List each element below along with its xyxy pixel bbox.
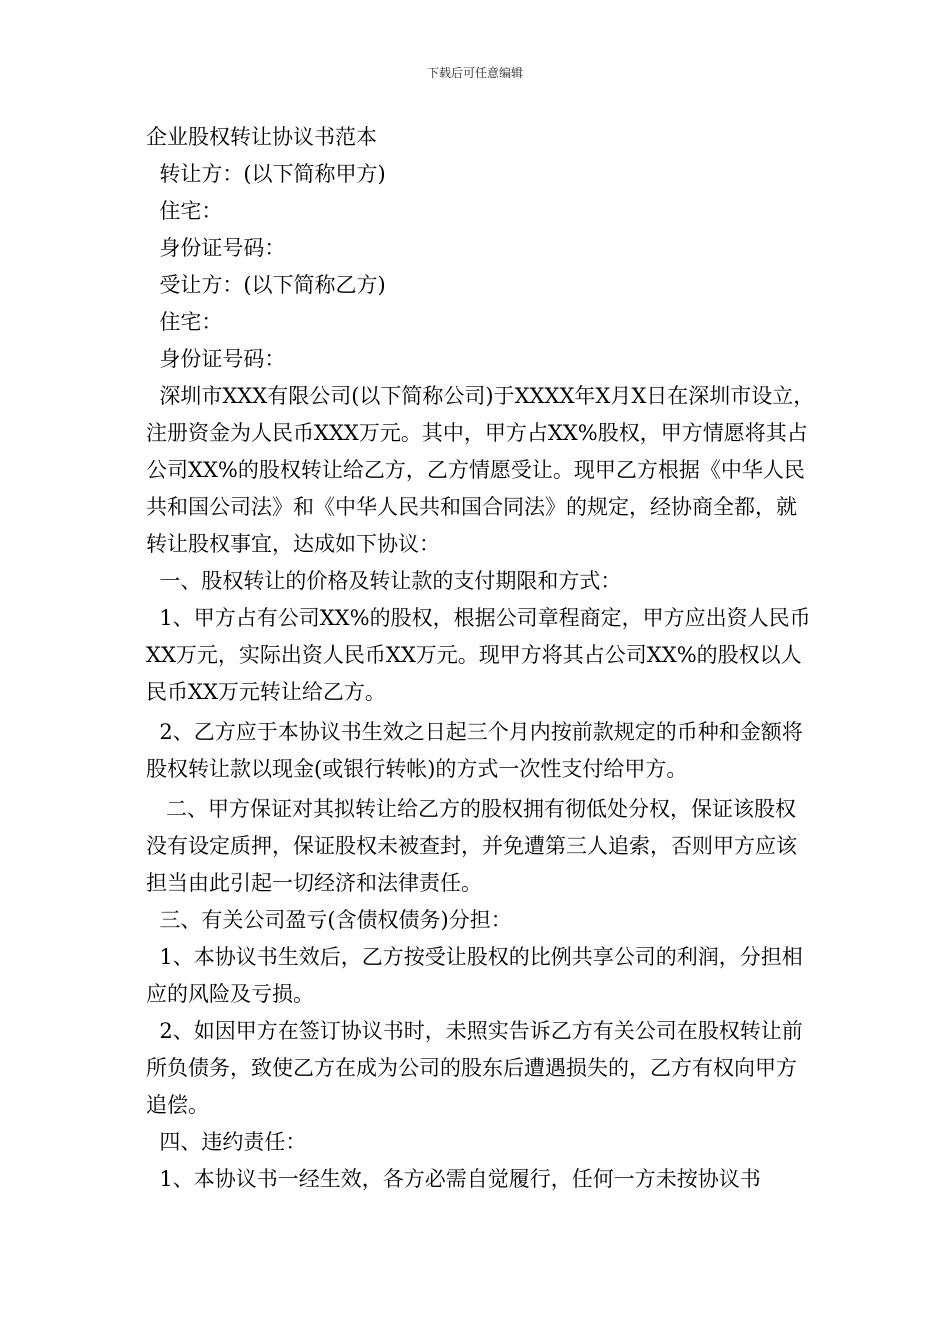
section-1-item-1: 1、甲方占有公司XX%的股权，根据公司章程商定，甲方应出资人民币XX万元，实际出资人民币XX万元。现甲方将其占公司XX%的股权以人民币XX万元转让给乙方。 xyxy=(146,606,811,704)
transferor-line: 转让方：(以下简称甲方) xyxy=(146,162,386,186)
section-4-item-1: 1、本协议书一经生效，各方必需自觉履行，任何一方未按协议书 xyxy=(146,1167,761,1191)
section-heading-4: 四、违约责任： xyxy=(146,1130,307,1154)
transferee-id: 身份证号码： xyxy=(146,347,286,371)
section-1-item-2: 2、乙方应于本协议书生效之日起三个月内按前款规定的币种和金额将股权转让款以现金(或银行转帐)的方式一次性支付给甲方。 xyxy=(146,720,803,781)
section-3-item-1: 1、本协议书生效后，乙方按受让股权的比例共享公司的利润，分担相应的风险及亏损。 xyxy=(146,945,803,1006)
section-heading-2: 二、甲方保证对其拟转让给乙方的股权拥有彻低处分权，保证该股权没有设定质押，保证股权未被查封，并免遭第三人追索，否则甲方应该担当由此引起一切经济和法律责任。 xyxy=(146,797,797,895)
document-title: 企业股权转让协议书范本 xyxy=(146,125,377,149)
page-header-note: 下载后可任意编辑 xyxy=(426,66,523,80)
section-3-item-2: 2、如因甲方在签订协议书时，未照实告诉乙方有关公司在股权转让前所负债务，致使乙方在成为公司的股东后遭遇损失的，乙方有权向甲方追偿。 xyxy=(146,1019,803,1117)
section-heading-3: 三、有关公司盈亏(含债权债务)分担： xyxy=(146,908,512,932)
section-heading-1: 一、股权转让的价格及转让款的支付期限和方式： xyxy=(146,569,622,593)
transferor-address: 住宅： xyxy=(146,199,223,223)
transferee-line: 受让方：(以下简称乙方) xyxy=(146,273,386,297)
transferee-address: 住宅： xyxy=(146,310,223,334)
transferor-id: 身份证号码： xyxy=(146,236,286,260)
preamble-paragraph: 深圳市XXX有限公司(以下简称公司)于XXXX年X月X日在深圳市设立，注册资金为人民币XXX万元。其中，甲方占XX%股权，甲方情愿将其占公司XX%的股权转让给乙方，乙方情愿受让。现甲乙方根据《中华人民共和国公司法》和《中华人民共和国合同法》的规定，经协商全都，就转让股权事宜，达成如下协议： xyxy=(146,384,815,556)
document-body xyxy=(146,119,816,1198)
